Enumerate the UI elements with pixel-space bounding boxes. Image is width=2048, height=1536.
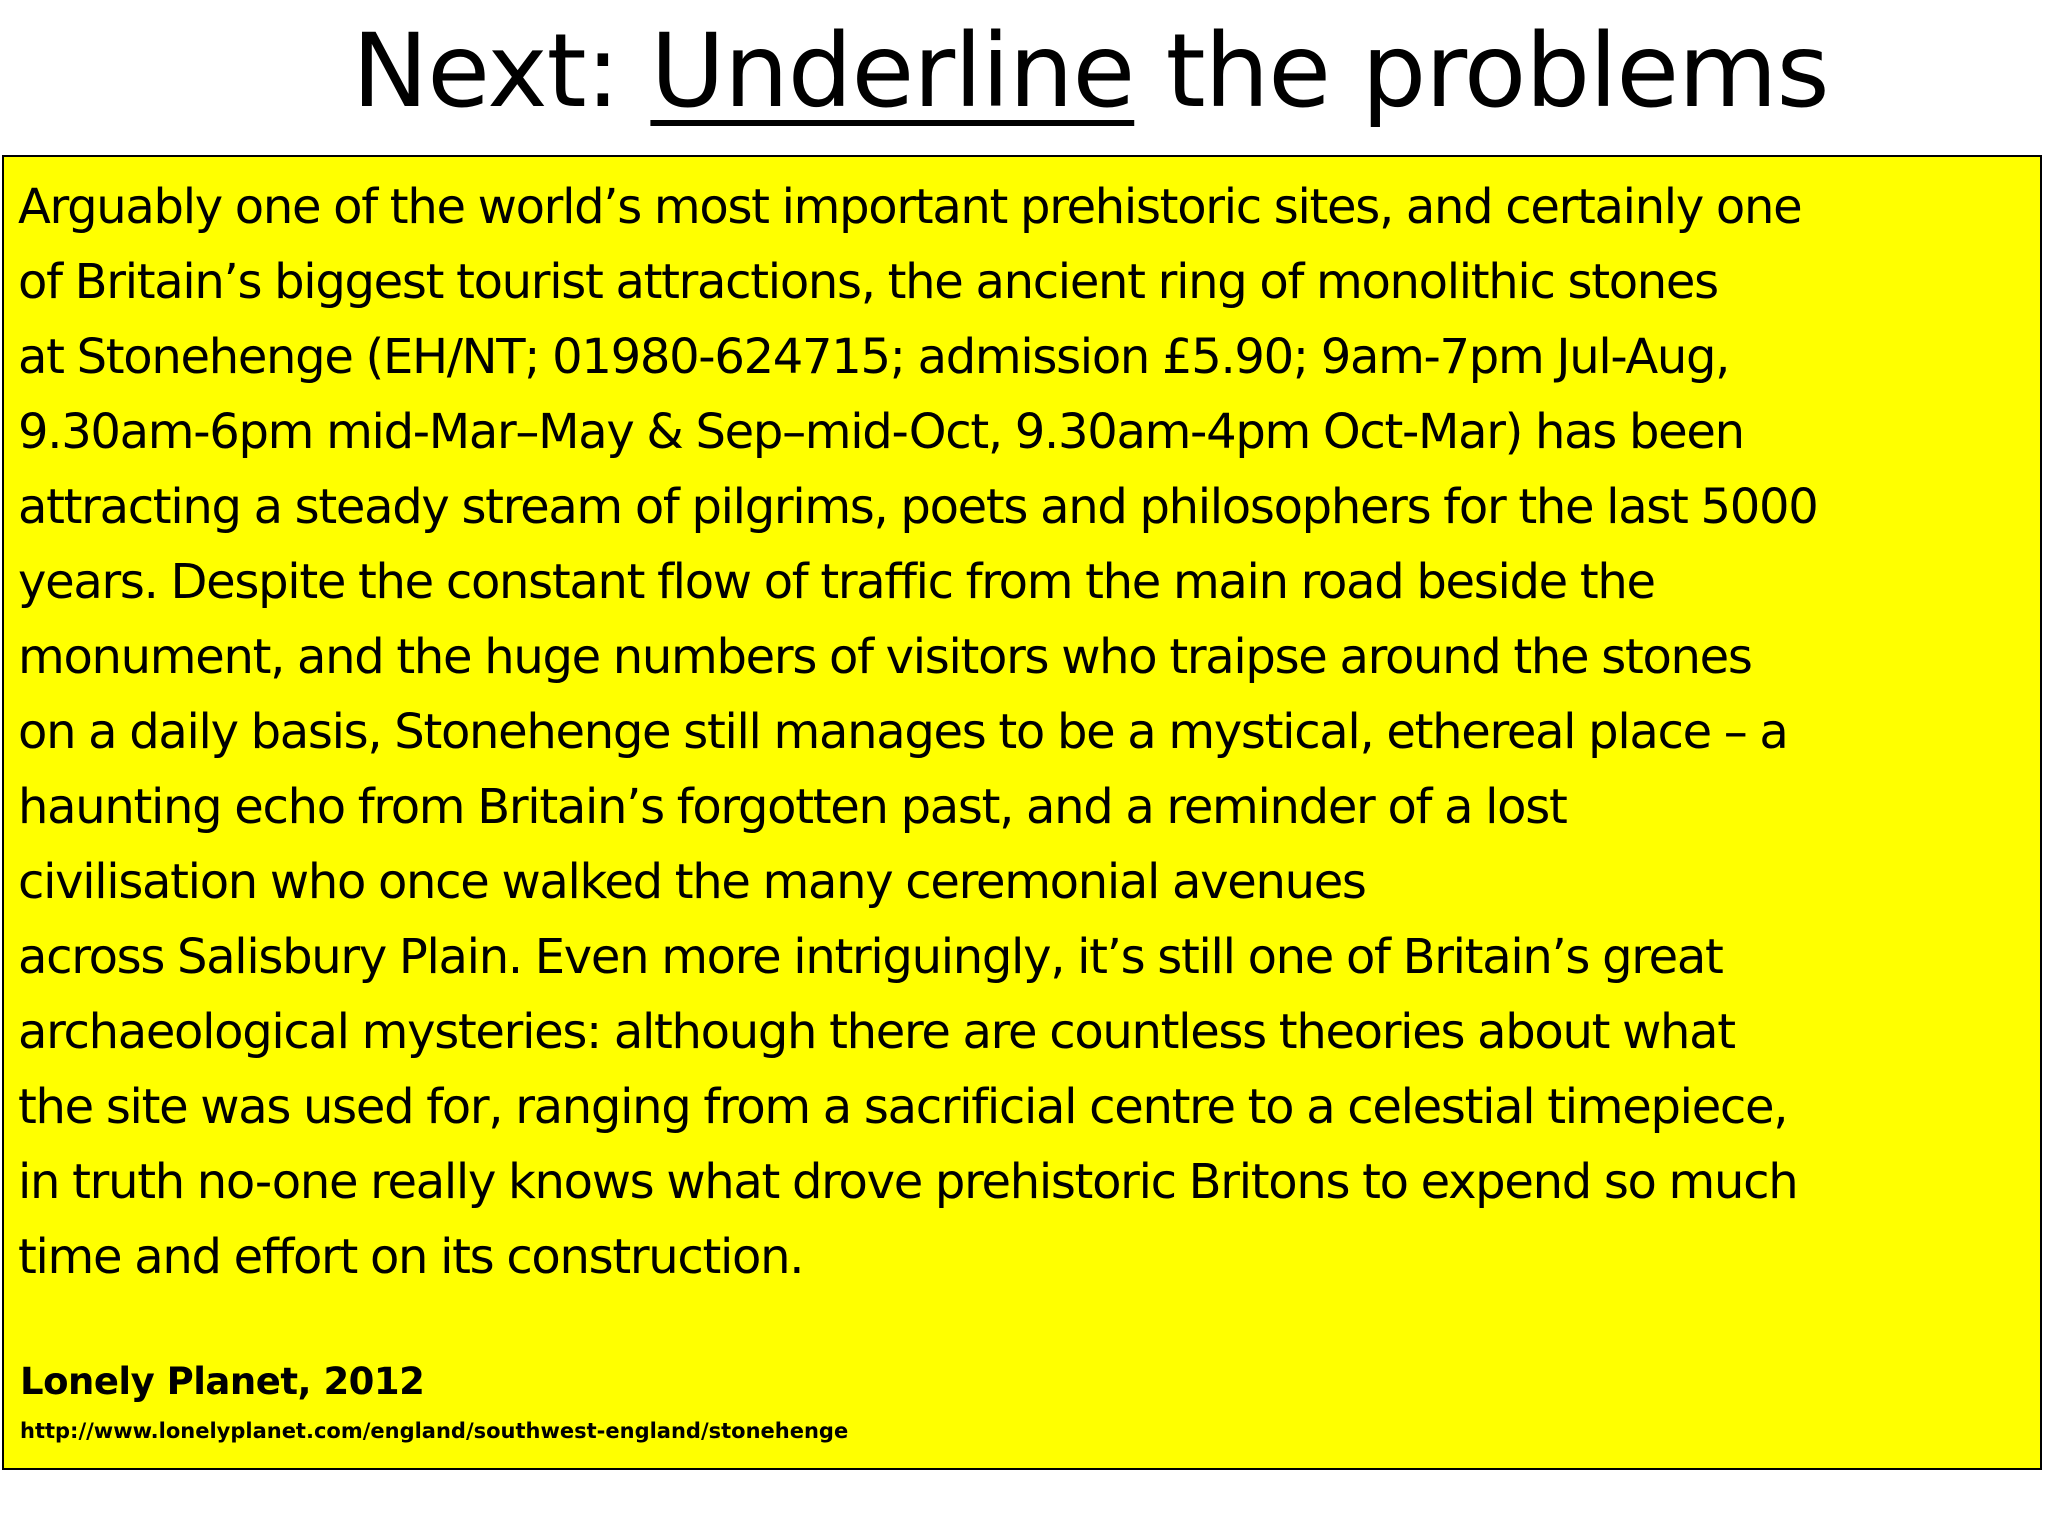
passage-line: haunting echo from Britain’s forgotten past, and a reminder of a lost [18, 779, 1567, 835]
passage-line: time and effort on its construction. [18, 1229, 804, 1285]
passage-line: the site was used for, ranging from a sacrificial centre to a celestial timepiece, [18, 1079, 1788, 1135]
passage-line: monument, and the huge numbers of visitors who traipse around the stones [18, 629, 1752, 685]
stonehenge-passage [18, 170, 2008, 1295]
passage-line: at Stonehenge (EH/NT; 01980-624715; admission £5.90; 9am-7pm Jul-Aug, [18, 329, 1730, 385]
source-citation: Lonely Planet, 2012 [20, 1360, 425, 1403]
passage-line: across Salisbury Plain. Even more intriguingly, it’s still one of Britain’s great [18, 929, 1723, 985]
passage-line: 9.30am-6pm mid-Mar–May & Sep–mid-Oct, 9.30am-4pm Oct-Mar) has been [18, 404, 1744, 460]
passage-line: in truth no-one really knows what drove prehistoric Britons to expend so much [18, 1154, 1798, 1210]
title-underlined-word: Underline [650, 12, 1135, 131]
passage-line: archaeological mysteries: although there are countless theories about what [18, 1004, 1735, 1060]
passage-line: years. Despite the constant flow of traffic from the main road beside the [18, 554, 1655, 610]
title-prefix: Next: [352, 12, 651, 131]
title-suffix: the problems [1134, 12, 1829, 131]
source-url: http://www.lonelyplanet.com/england/southwest-england/stonehenge [20, 1419, 849, 1443]
passage-line: civilisation who once walked the many ceremonial avenues [18, 854, 1366, 910]
passage-line: on a daily basis, Stonehenge still manages to be a mystical, ethereal place – a [18, 704, 1788, 760]
passage-line: of Britain’s biggest tourist attractions, the ancient ring of monolithic stones [18, 254, 1718, 310]
passage-line: attracting a steady stream of pilgrims, poets and philosophers for the last 5000 [18, 479, 1818, 535]
passage-line: Arguably one of the world’s most important prehistoric sites, and certainly one [18, 179, 1802, 235]
slide-title [0, 8, 2048, 136]
